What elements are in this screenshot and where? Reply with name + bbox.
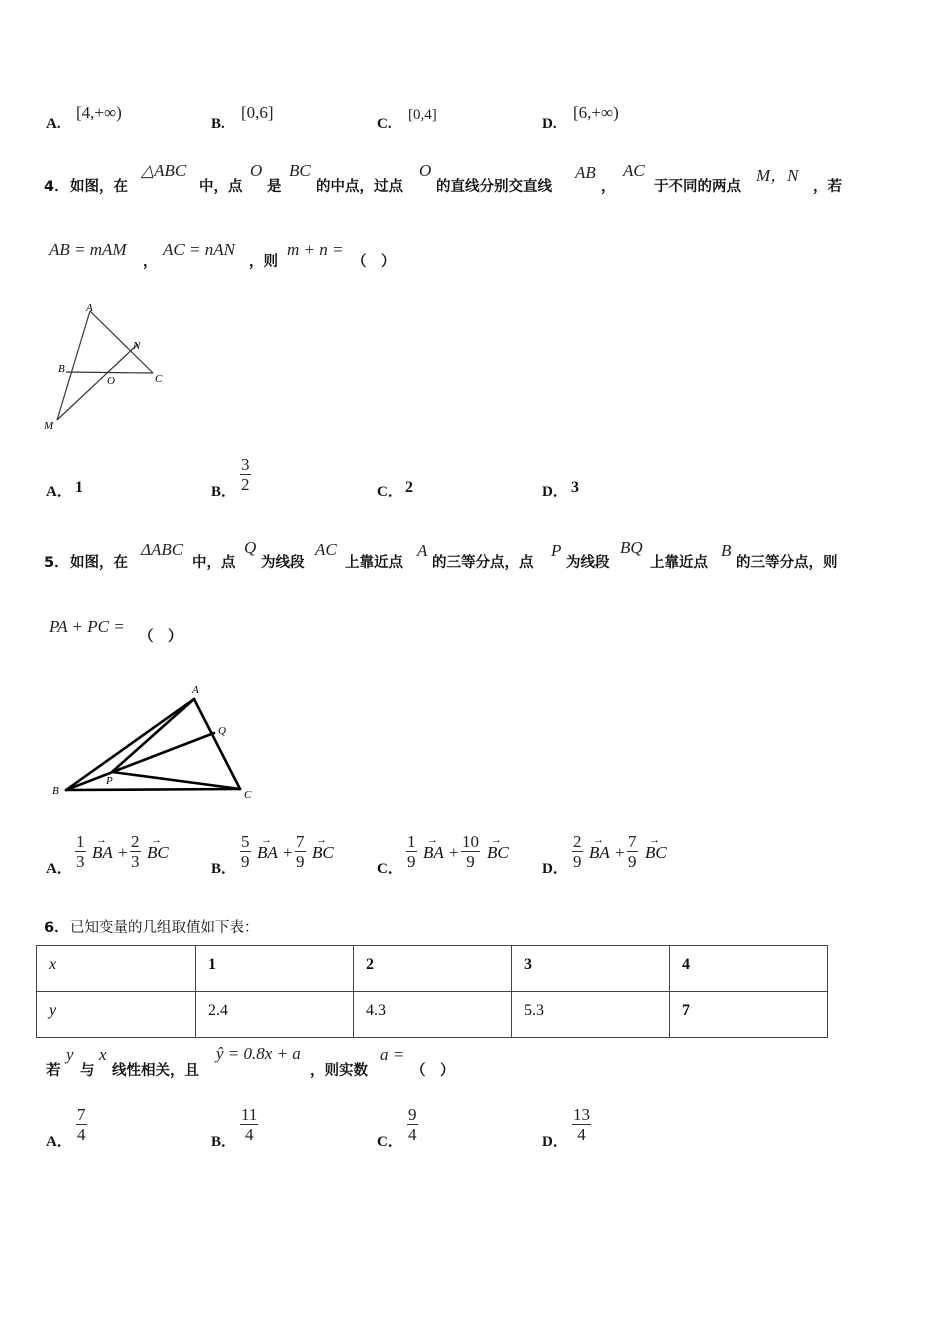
q6-text-1: 若: [46, 1063, 61, 1079]
q3-option-a-value: [4,+∞): [76, 103, 122, 122]
q4-text-3: 是: [267, 179, 282, 195]
q6-option-b-num: 11: [241, 1105, 258, 1124]
q6-option-d-den: 4: [572, 1124, 591, 1144]
q5-label-p: P: [106, 775, 113, 787]
q5-option-a-v1: BA: [92, 843, 113, 862]
q3-option-a-letter: A.: [46, 116, 61, 132]
q5-math-4: A: [417, 541, 428, 560]
q6-math-3: ŷ = 0.8x + a: [216, 1044, 301, 1063]
q4-math-1: △ABC: [141, 161, 187, 180]
q5-option-a-frac2: [130, 832, 141, 871]
q5-option-b-letter: B．: [211, 861, 237, 877]
q5-text-4: 上靠近点: [345, 555, 403, 571]
q5-text-9: （ ）: [139, 629, 183, 645]
q3-option-c-letter: C.: [377, 116, 392, 132]
q6-data-table: [36, 945, 828, 1038]
q4-math-4: O: [419, 161, 432, 180]
q5-option-a-d1: 3: [76, 852, 85, 871]
q5-label-c: C: [244, 789, 252, 801]
q5-option-d-d2: 9: [628, 852, 637, 871]
q4-math-9: AC = nAN: [163, 240, 235, 259]
q4-line-bc: [66, 372, 153, 373]
q4-option-b-num: 3: [241, 455, 250, 474]
q5-option-d-letter: D．: [542, 861, 568, 877]
q5-line-bc: [66, 789, 240, 790]
q5-option-c-frac1: [406, 832, 417, 871]
q3-option-b-value: [0,6]: [241, 103, 274, 122]
q6-option-d-letter: D．: [542, 1134, 568, 1150]
q5-option-d-d1: 9: [573, 852, 582, 871]
q4-option-c-letter: C．: [377, 484, 403, 500]
q6-text-2: 与: [80, 1063, 95, 1079]
q5-option-b-op: +: [283, 843, 293, 862]
q5-option-b-vec2: → BC: [312, 834, 334, 862]
q5-option-b-v2: BC: [312, 843, 334, 862]
q5-option-a-letter: A．: [46, 861, 72, 877]
q6-option-a-den: 4: [77, 1125, 86, 1144]
q6-cell-y2: 4.3: [354, 992, 512, 1038]
q5-label-b: B: [52, 785, 59, 797]
q5-math-5: P: [551, 541, 562, 560]
q4-text-11: （ ）: [352, 254, 396, 270]
q4-label-c: C: [155, 373, 163, 385]
q5-option-c-d1: 9: [407, 852, 416, 871]
q6-cell-y1: 2.4: [196, 992, 354, 1038]
q6-cell-x-header: x: [37, 946, 196, 992]
q4-text-8: ，若: [813, 179, 842, 195]
q3-option-d-letter: D.: [542, 116, 557, 132]
q5-option-d-frac1: [572, 832, 583, 871]
q4-label-a: A: [86, 302, 93, 314]
q5-figure: [40, 680, 270, 805]
q5-option-d-frac2: [627, 832, 638, 871]
q5-line-pa: [112, 699, 194, 772]
q4-option-d-letter: D．: [542, 484, 568, 500]
q4-math-2: O: [250, 161, 263, 180]
q5-option-c-d2: 9: [461, 851, 480, 871]
q6-cell-y-header: y: [37, 992, 196, 1038]
q5-number: 5．: [44, 555, 69, 571]
q5-option-a-vec1: → BA: [92, 834, 113, 862]
q4-math-10: m + n =: [287, 240, 344, 259]
q5-option-d-n2: 7: [628, 832, 637, 851]
q5-option-b-frac1: [240, 832, 251, 871]
q5-option-c-n2: 10: [462, 832, 479, 851]
q6-text-3: 线性相关，且: [112, 1063, 199, 1079]
q6-option-a-num: 7: [77, 1105, 86, 1124]
q4-math-3: BC: [289, 161, 311, 180]
q4-option-c-value: 2: [405, 479, 413, 496]
q4-text-6: ，: [601, 179, 616, 195]
q4-text-9: ，: [143, 254, 158, 270]
q4-text-7: 于不同的两点: [654, 179, 741, 195]
q5-option-c-op: +: [449, 843, 459, 862]
q5-math-8: PA + PC =: [49, 617, 125, 636]
q6-option-c-num: 9: [408, 1105, 417, 1124]
q5-option-b-n2: 7: [296, 832, 305, 851]
q5-option-d-vec2: → BC: [645, 834, 667, 862]
q5-option-b-frac2: [295, 832, 306, 871]
q5-option-c-letter: C．: [377, 861, 403, 877]
q5-text-6: 为线段: [566, 555, 610, 571]
q6-option-c-fraction: [407, 1105, 418, 1144]
q6-option-b-den: 4: [240, 1124, 258, 1144]
q4-text-5: 的直线分别交直线: [436, 179, 552, 195]
q5-option-c-v1: BA: [423, 843, 444, 862]
q5-text-7: 上靠近点: [650, 555, 708, 571]
q4-line-ac: [90, 311, 153, 373]
q4-line-mn: [57, 344, 138, 420]
q5-text-5: 的三等分点，点: [432, 555, 534, 571]
q4-label-o: O: [107, 375, 115, 387]
q6-option-c-den: 4: [408, 1125, 417, 1144]
q4-label-n: N: [133, 340, 141, 352]
q4-math-7: M，N: [756, 166, 799, 185]
q5-option-a-n2: 2: [131, 832, 140, 851]
q5-line-ac: [194, 699, 240, 789]
q6-cell-y4: 7: [670, 992, 828, 1038]
q3-option-b-letter: B.: [211, 116, 225, 132]
q6-math-1: y: [66, 1045, 74, 1064]
q4-option-a-letter: A．: [46, 484, 72, 500]
q4-label-m: M: [44, 420, 54, 432]
q5-option-a-frac1: [75, 832, 86, 871]
q6-option-d-num: 13: [573, 1105, 590, 1124]
q4-label-b: B: [58, 363, 65, 375]
q4-option-b-letter: B．: [211, 484, 237, 500]
q6-math-4: a =: [380, 1045, 405, 1064]
q4-math-6: AC: [623, 161, 645, 180]
q5-math-2: Q: [244, 538, 257, 557]
q5-option-d-vec1: → BA: [589, 834, 610, 862]
q5-option-b-d1: 9: [241, 852, 250, 871]
q6-cell-x2: 2: [354, 946, 512, 992]
table-row: [37, 992, 828, 1038]
q5-option-a-vec2: → BC: [147, 834, 169, 862]
q3-option-c-value: [0,4]: [408, 107, 437, 123]
q5-option-b-n1: 5: [241, 832, 250, 851]
q5-option-c-vec1: → BA: [423, 834, 444, 862]
q5-text-3: 为线段: [261, 555, 305, 571]
q6-number: 6．: [44, 920, 69, 936]
q5-text-2: 中，点: [192, 555, 236, 571]
q6-option-a-fraction: [76, 1105, 87, 1144]
q5-option-d-v2: BC: [645, 843, 667, 862]
q5-option-d-v1: BA: [589, 843, 610, 862]
q5-math-3: AC: [315, 540, 337, 559]
q6-cell-x1: 1: [196, 946, 354, 992]
q5-option-d-op: +: [615, 843, 625, 862]
q4-option-b-den: 2: [241, 475, 250, 494]
q4-option-a-value: 1: [75, 479, 83, 496]
q4-text-4: 的中点，过点: [316, 179, 403, 195]
q4-math-8: AB = mAM: [49, 240, 127, 259]
q6-text-5: （ ）: [411, 1063, 455, 1079]
q6-option-b-letter: B．: [211, 1134, 237, 1150]
q6-text-4: ，则实数: [310, 1063, 368, 1079]
q4-option-b-fraction: [240, 455, 251, 494]
q5-option-c-v2: BC: [487, 843, 509, 862]
q5-option-c-vec2: → BC: [487, 834, 509, 862]
q5-math-1: ΔABC: [141, 540, 184, 559]
q4-option-d-value: 3: [571, 479, 579, 496]
q4-math-5: AB: [575, 163, 596, 182]
table-row: [37, 946, 828, 992]
q5-option-a-op: +: [118, 843, 128, 862]
q6-cell-y3: 5.3: [512, 992, 670, 1038]
q5-label-a: A: [192, 684, 199, 696]
q5-option-b-d2: 9: [296, 852, 305, 871]
q4-figure: [40, 298, 180, 436]
q5-label-q: Q: [218, 725, 226, 737]
q5-option-c-frac2: [461, 832, 480, 871]
q5-option-c-n1: 1: [407, 832, 416, 851]
q5-option-b-vec1: → BA: [257, 834, 278, 862]
q6-option-d-fraction: [572, 1105, 591, 1144]
q4-number: 4．: [44, 179, 69, 195]
q5-text-1: 如图，在: [70, 555, 128, 571]
q5-math-7: B: [721, 541, 732, 560]
q5-option-a-v2: BC: [147, 843, 169, 862]
q6-cell-x3: 3: [512, 946, 670, 992]
q6-math-2: x: [99, 1045, 107, 1064]
q6-option-c-letter: C．: [377, 1134, 403, 1150]
q6-option-a-letter: A．: [46, 1134, 72, 1150]
q5-option-a-n1: 1: [76, 832, 85, 851]
q5-line-pc: [112, 772, 240, 789]
q5-option-a-d2: 3: [131, 852, 140, 871]
q6-intro: 已知变量的几组取值如下表：: [70, 920, 259, 936]
q6-option-b-fraction: [240, 1105, 258, 1144]
q6-cell-x4: 4: [670, 946, 828, 992]
q5-text-8: 的三等分点，则: [736, 555, 838, 571]
q5-option-d-n1: 2: [573, 832, 582, 851]
q4-text-1: 如图，在: [70, 179, 128, 195]
q3-option-d-value: [6,+∞): [573, 103, 619, 122]
q5-math-6: BQ: [620, 538, 643, 557]
q5-line-ab: [66, 699, 194, 790]
q4-text-2: 中，点: [199, 179, 243, 195]
q5-option-b-v1: BA: [257, 843, 278, 862]
q4-text-10: ，则: [249, 254, 278, 270]
